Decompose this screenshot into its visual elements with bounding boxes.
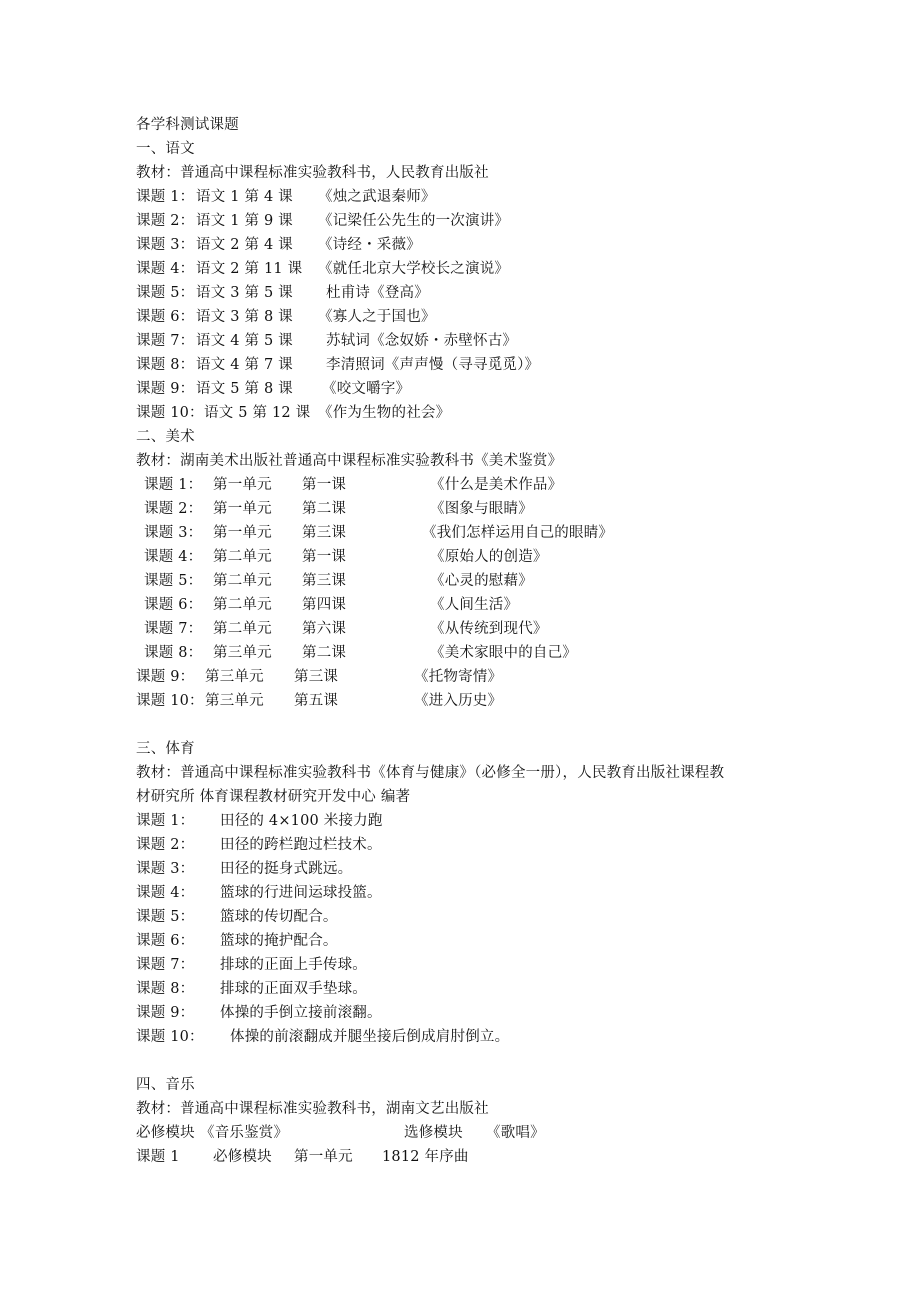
topic-course: 语文 4 第 5 课 xyxy=(196,333,293,349)
topic-unit: 第三单元 xyxy=(205,669,264,685)
topic-title: 杜甫诗《登高》 xyxy=(326,285,429,301)
required-module-label: 必修模块 xyxy=(136,1125,195,1141)
document-title: 各学科测试课题 xyxy=(136,117,239,133)
topic-text: 体操的前滚翻成并腿坐接后倒成肩肘倒立。 xyxy=(230,1029,510,1045)
topic-label: 课题 9： xyxy=(136,381,195,397)
topic-label: 课题 5： xyxy=(144,573,203,589)
topic-title: 《美术家眼中的自己》 xyxy=(430,645,577,661)
topic-text: 田径的挺身式跳远。 xyxy=(220,861,353,877)
topic-lesson: 第二课 xyxy=(302,501,347,517)
topic-title: 《图象与眼睛》 xyxy=(430,501,533,517)
elective-module-title: 《歌唱》 xyxy=(486,1125,545,1141)
topic-label: 课题 2： xyxy=(136,213,195,229)
topic-unit: 第三单元 xyxy=(205,693,264,709)
topic-label: 课题 7： xyxy=(136,333,195,349)
topic-label: 课题 8： xyxy=(136,357,195,373)
topic-text: 篮球的传切配合。 xyxy=(220,909,338,925)
topic-title: 李清照词《声声慢（寻寻觅觅）》 xyxy=(326,357,540,373)
topic-course: 语文 4 第 7 课 xyxy=(196,357,293,373)
topic-text: 篮球的掩护配合。 xyxy=(220,933,338,949)
topic-label: 课题 4： xyxy=(144,549,203,565)
topic-label: 课题 10： xyxy=(136,1029,204,1045)
topic-label: 课题 8： xyxy=(136,981,195,997)
topic-text: 田径的跨栏跑过栏技术。 xyxy=(220,837,382,853)
topic-lesson: 第六课 xyxy=(302,621,347,637)
topic-course: 语文 1 第 9 课 xyxy=(196,213,293,229)
topic-unit: 第一单元 xyxy=(213,525,272,541)
topic-title: 《作为生物的社会》 xyxy=(318,405,451,421)
topic-label: 课题 7： xyxy=(136,957,195,973)
topic-module: 必修模块 xyxy=(213,1149,272,1165)
topic-title: 《什么是美术作品》 xyxy=(430,477,563,493)
topic-title: 《从传统到现代》 xyxy=(430,621,548,637)
section-heading-pe: 三、体育 xyxy=(136,741,195,757)
chinese-textbook: 教材：普通高中课程标准实验教科书，人民教育出版社 xyxy=(136,165,489,181)
topic-lesson: 第四课 xyxy=(302,597,347,613)
topic-course: 语文 5 第 8 课 xyxy=(196,381,293,397)
pe-textbook-line2: 材研究所 体育课程教材研究开发中心 编著 xyxy=(136,789,411,805)
art-textbook: 教材：湖南美术出版社普通高中课程标准实验教科书《美术鉴赏》 xyxy=(136,453,563,469)
topic-lesson: 第五课 xyxy=(294,693,339,709)
topic-text: 排球的正面上手传球。 xyxy=(220,957,367,973)
topic-unit: 第二单元 xyxy=(213,621,272,637)
topic-unit: 第一单元 xyxy=(213,501,272,517)
topic-title: 《咬文嚼字》 xyxy=(322,381,411,397)
topic-label: 课题 1： xyxy=(136,813,195,829)
topic-title: 《就任北京大学校长之演说》 xyxy=(318,261,510,277)
topic-course: 语文 1 第 4 课 xyxy=(196,189,293,205)
topic-title: 苏轼词《念奴娇・赤壁怀古》 xyxy=(326,333,518,349)
topic-label: 课题 5： xyxy=(136,909,195,925)
topic-text: 体操的手倒立接前滚翻。 xyxy=(220,1005,382,1021)
topic-label: 课题 6： xyxy=(136,933,195,949)
topic-label: 课题 3： xyxy=(136,237,195,253)
topic-label: 课题 3： xyxy=(144,525,203,541)
topic-text: 排球的正面双手垫球。 xyxy=(220,981,367,997)
topic-lesson: 第三课 xyxy=(302,573,347,589)
topic-label: 课题 6： xyxy=(144,597,203,613)
topic-lesson: 第一课 xyxy=(302,477,347,493)
section-heading-music: 四、音乐 xyxy=(136,1077,195,1093)
topic-course: 语文 3 第 8 课 xyxy=(196,309,293,325)
topic-lesson: 第一课 xyxy=(302,549,347,565)
topic-label: 课题 4： xyxy=(136,885,195,901)
topic-title: 《烛之武退秦师》 xyxy=(318,189,436,205)
topic-label: 课题 10： xyxy=(136,405,204,421)
pe-textbook-line1: 教材：普通高中课程标准实验教科书《体育与健康》（必修全一册），人民教育出版社课程教 xyxy=(136,765,725,781)
topic-label: 课题 5： xyxy=(136,285,195,301)
topic-label: 课题 1： xyxy=(136,189,195,205)
topic-unit: 第二单元 xyxy=(213,549,272,565)
topic-course: 语文 3 第 5 课 xyxy=(196,285,293,301)
topic-label: 课题 2： xyxy=(144,501,203,517)
elective-module-label: 选修模块 xyxy=(404,1125,463,1141)
topic-title: 《托物寄情》 xyxy=(414,669,503,685)
topic-course: 语文 2 第 4 课 xyxy=(196,237,293,253)
topic-unit: 第一单元 xyxy=(213,477,272,493)
topic-title: 《心灵的慰藉》 xyxy=(430,573,533,589)
topic-unit: 第三单元 xyxy=(213,645,272,661)
music-textbook: 教材：普通高中课程标准实验教科书，湖南文艺出版社 xyxy=(136,1101,489,1117)
topic-title: 《人间生活》 xyxy=(430,597,519,613)
list-item xyxy=(136,1145,469,1289)
required-module-title: 《音乐鉴赏》 xyxy=(200,1125,289,1141)
topic-title: 《原始人的创造》 xyxy=(430,549,548,565)
topic-unit: 第二单元 xyxy=(213,597,272,613)
topic-label: 课题 10： xyxy=(136,693,204,709)
topic-lesson: 第二课 xyxy=(302,645,347,661)
section-heading-chinese: 一、语文 xyxy=(136,141,195,157)
topic-label: 课题 1 xyxy=(136,1149,180,1165)
topic-label: 课题 7： xyxy=(144,621,203,637)
topic-label: 课题 4： xyxy=(136,261,195,277)
topic-text: 篮球的行进间运球投篮。 xyxy=(220,885,382,901)
topic-unit: 第一单元 xyxy=(294,1149,353,1165)
topic-lesson: 第三课 xyxy=(302,525,347,541)
topic-label: 课题 1： xyxy=(144,477,203,493)
topic-label: 课题 2： xyxy=(136,837,195,853)
topic-label: 课题 8： xyxy=(144,645,203,661)
topic-label: 课题 6： xyxy=(136,309,195,325)
topic-course: 语文 5 第 12 课 xyxy=(204,405,311,421)
topic-title: 《诗经・采薇》 xyxy=(318,237,421,253)
topic-text: 田径的 4×100 米接力跑 xyxy=(220,813,383,829)
topic-label: 课题 9： xyxy=(136,1005,195,1021)
topic-title: 《我们怎样运用自己的眼睛》 xyxy=(422,525,614,541)
topic-title: 1812 年序曲 xyxy=(382,1149,469,1165)
topic-label: 课题 3： xyxy=(136,861,195,877)
topic-lesson: 第三课 xyxy=(294,669,339,685)
topic-title: 《寡人之于国也》 xyxy=(318,309,436,325)
topic-course: 语文 2 第 11 课 xyxy=(196,261,303,277)
topic-title: 《进入历史》 xyxy=(414,693,503,709)
section-heading-art: 二、美术 xyxy=(136,429,195,445)
topic-unit: 第二单元 xyxy=(213,573,272,589)
topic-label: 课题 9： xyxy=(136,669,195,685)
topic-title: 《记梁任公先生的一次演讲》 xyxy=(318,213,510,229)
